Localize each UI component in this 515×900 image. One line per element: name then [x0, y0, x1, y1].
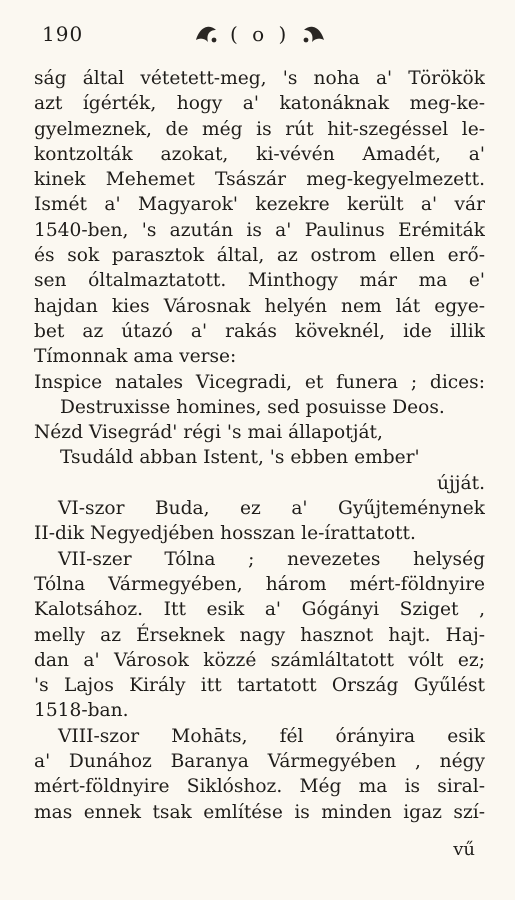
text-line: Ismét a' Magyarok' kezekre került a' vár	[34, 194, 485, 216]
text-line: mas ennek tsak említése is minden igaz szí-	[34, 801, 485, 823]
text-line: 's Lajos Király itt tartatott Ország Gyűlést	[34, 675, 485, 697]
text-line: kinek Mehemet Tsászár meg-kegyelmezett.	[34, 169, 485, 191]
verse-line: Tsudáld abban Istent, 's ebben ember'	[60, 447, 420, 469]
page-header	[42, 14, 485, 54]
text-line: gyelmeznek, de még is rút hit-szegéssel le-	[34, 118, 485, 140]
text-line: 1518-ban.	[34, 700, 129, 722]
page-body-text	[34, 66, 485, 825]
text-line: hajdan kies Városnak helyén nem lát egye-	[34, 295, 485, 317]
catchword: vű	[453, 839, 475, 860]
fleuron-right-icon	[300, 20, 328, 48]
section-heading-line: VIII-szor Mohāts, fél órányira esik	[58, 725, 485, 747]
section-heading-line: VI-szor Buda, ez a' Gyűjteménynek	[58, 498, 485, 520]
header-ornament	[192, 20, 328, 48]
text-line: ság által vétetett-meg, 's noha a' Törökök	[34, 68, 485, 89]
section-heading-line: VII-szer Tólna ; nevezetes helység	[58, 548, 485, 570]
text-line: Tímonnak ama verse:	[34, 346, 237, 368]
text-line: melly az Érseknek nagy hasznot hajt. Haj-	[34, 624, 485, 646]
text-line: dan a' Városok közzé számláltatott vólt ez;	[34, 649, 485, 671]
text-line: 1540-ben, 's azután is a' Paulinus Erémiták	[34, 219, 485, 241]
text-line: azt ígérték, hogy a' katonáknak meg-ke-	[34, 93, 485, 115]
text-line: és sok parasztok által, az ostrom ellen erő-	[34, 245, 485, 267]
text-line: Tólna Vármegyében, három mért-földnyire	[34, 573, 485, 595]
text-line: Kalotsához. Itt esik a' Gógányi Sziget ,	[34, 599, 485, 621]
text-line: sen óltalmaztatott. Minthogy már ma e'	[34, 270, 485, 292]
verse-line: Inspice natales Vicegradi, et funera ; dices:	[34, 371, 485, 393]
text-line: mért-földnyire Siklóshoz. Még ma is siral-	[34, 776, 485, 798]
page-number: 190	[42, 22, 84, 46]
text-line: bet az útazó a' rakás köveknél, ide illik	[34, 320, 485, 342]
text-line: kontzolták azokat, ki-vévén Amadét, a'	[34, 143, 485, 165]
verse-line: Nézd Visegrád' régi 's mai állapotját,	[34, 422, 383, 444]
text-line: a' Dunához Baranya Vármegyében , négy	[34, 751, 485, 773]
verse-line: újját.	[437, 472, 485, 494]
text-line: II-dik Negyedjében hosszan le-írattatott.	[34, 523, 416, 545]
fleuron-left-icon	[192, 20, 220, 48]
verse-line: Destruxisse homines, sed posuisse Deos.	[60, 396, 445, 418]
header-center-mark: ( o )	[230, 22, 291, 46]
